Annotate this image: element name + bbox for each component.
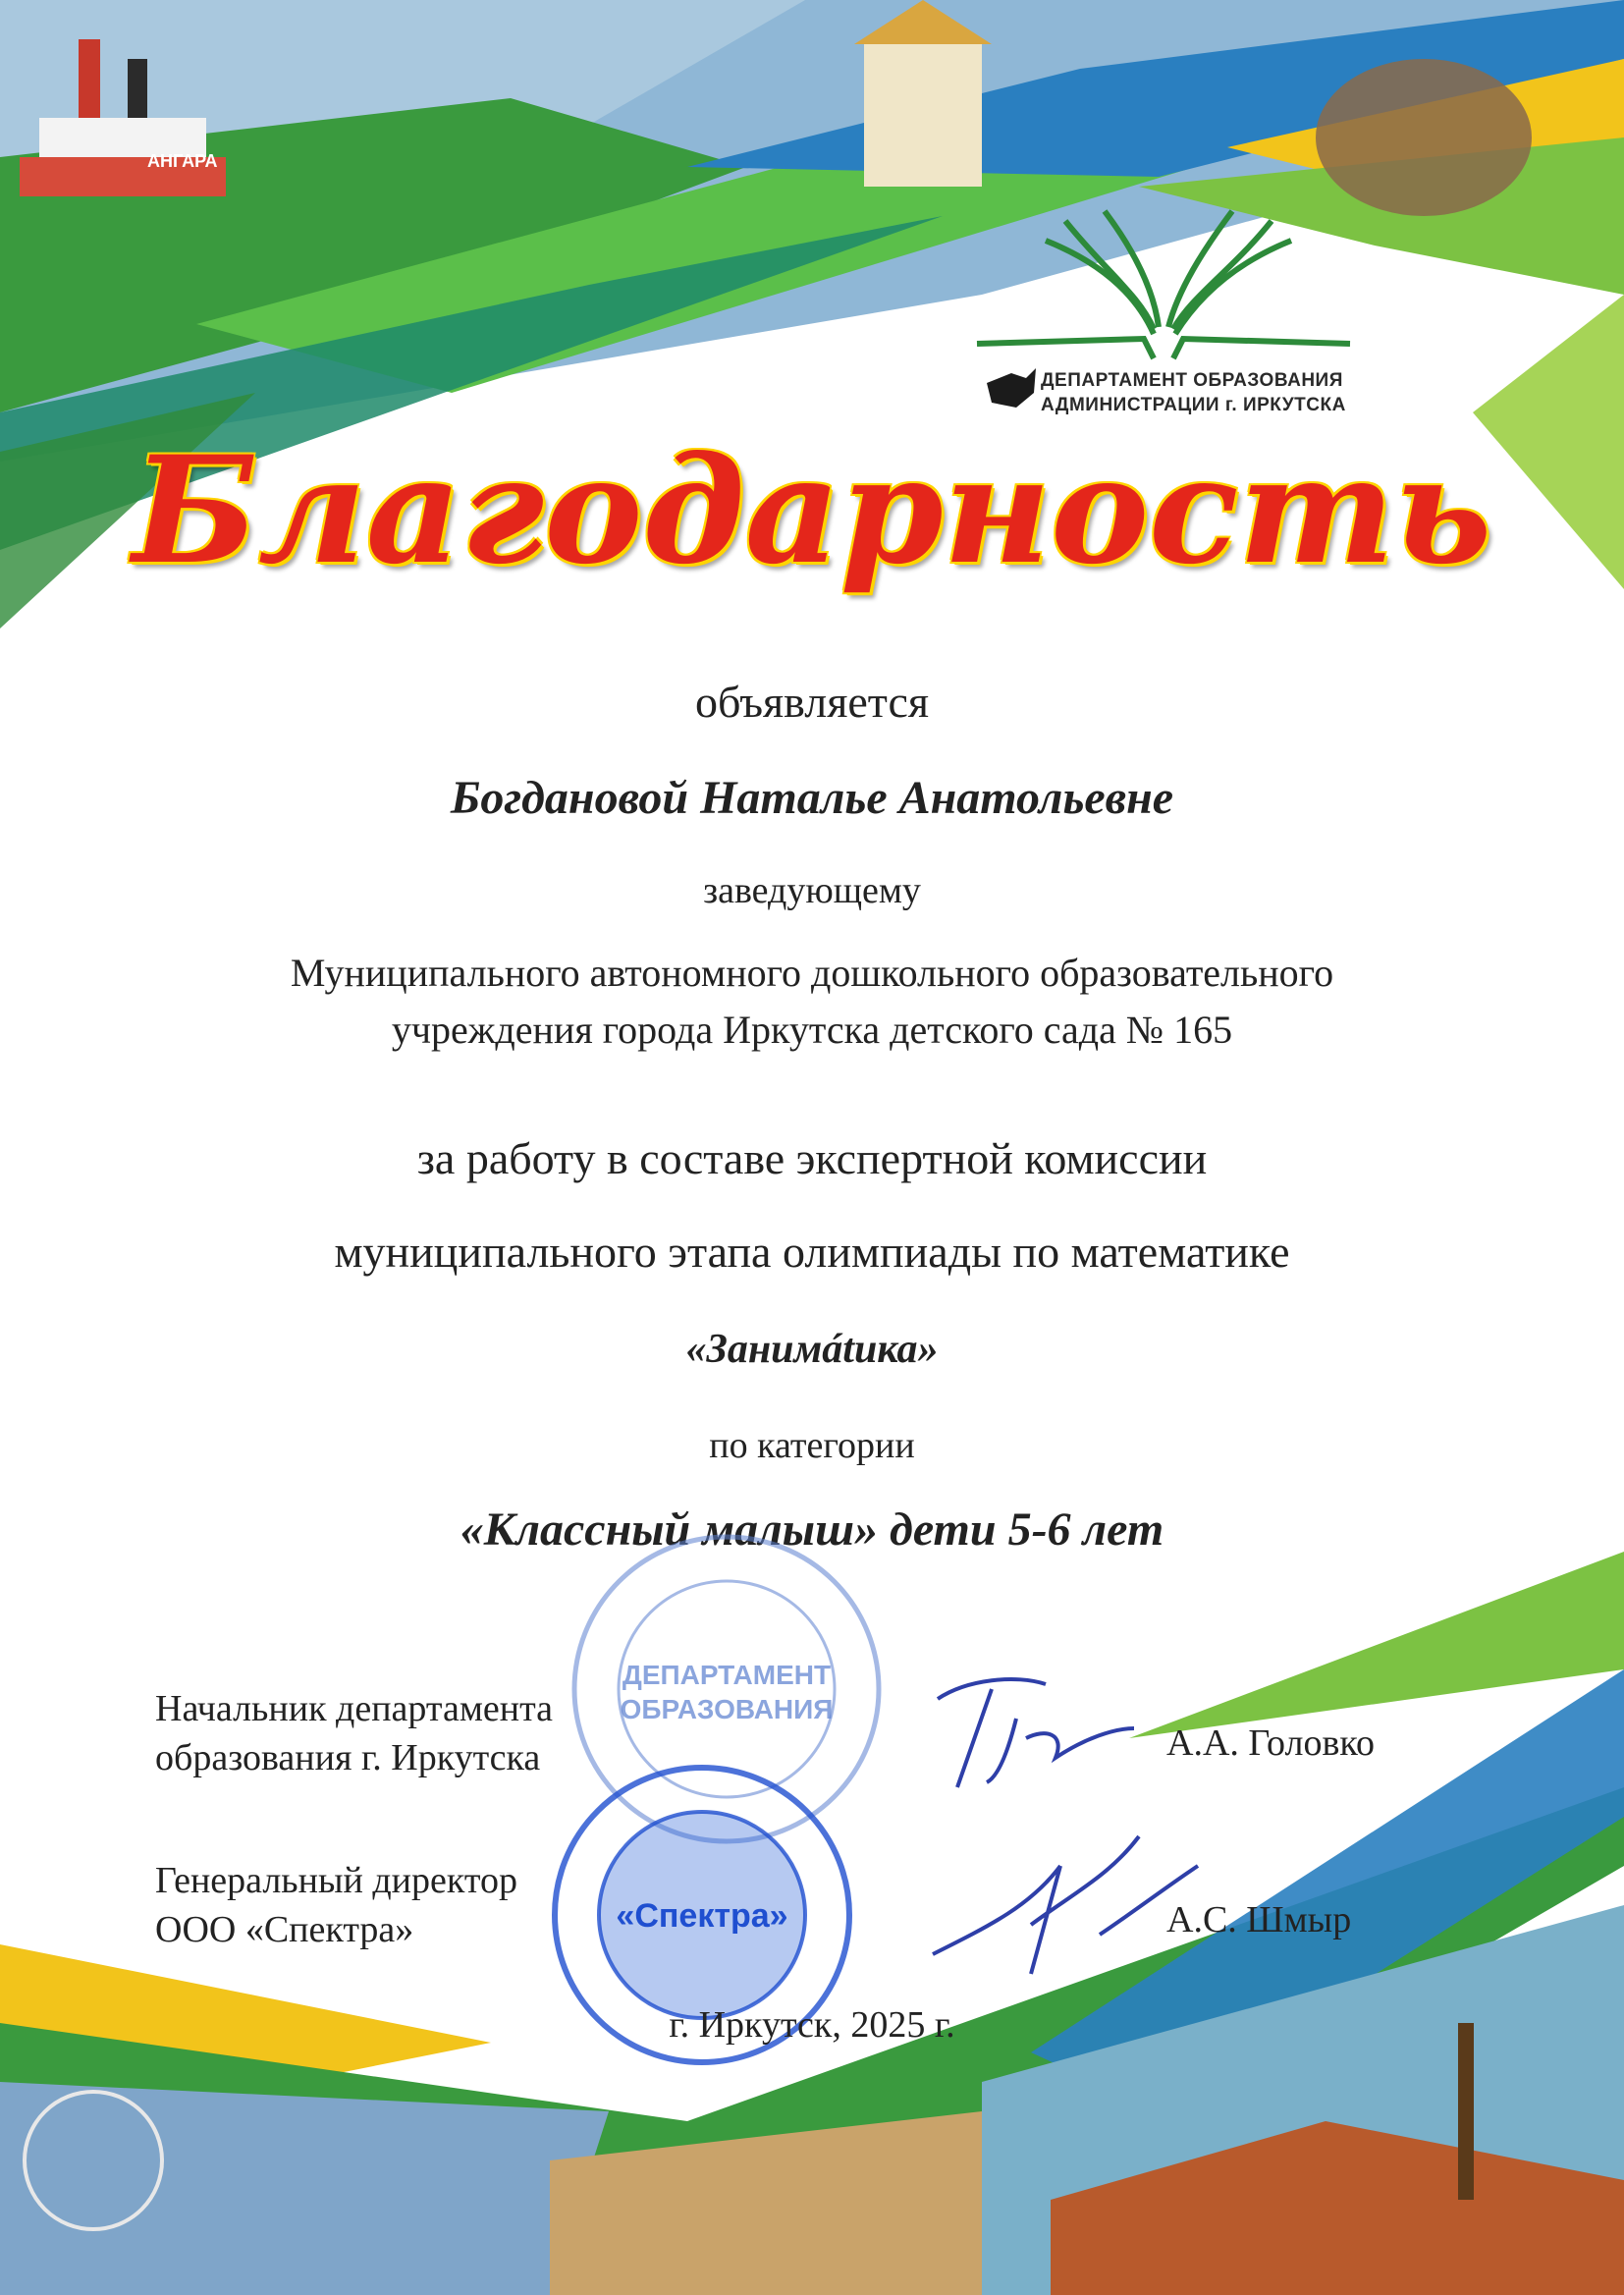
signer1-title — [155, 1684, 553, 1782]
reason-line2: муниципального этапа олимпиады по математике — [334, 1227, 1290, 1277]
olympiad-name: «Занимátика» — [685, 1327, 939, 1372]
announced-text: объявляется — [694, 677, 930, 727]
category-text: «Классный малыш» дети 5-6 лет — [460, 1503, 1164, 1556]
organization-line1: Муниципального автономного дошкольного образовательного — [290, 951, 1334, 995]
signature2 — [913, 1807, 1208, 1984]
stamp2-center: «Спектра» — [616, 1897, 788, 1935]
signer2-title-line1: Генеральный директор — [155, 1860, 517, 1901]
position-text: заведующему — [703, 870, 921, 911]
stamp1-line2: ОБРАЗОВАНИЯ — [620, 1694, 834, 1724]
ship-name: АНГАРА — [147, 151, 218, 171]
place-date: г. Иркутск, 2025 г. — [669, 2004, 955, 2046]
organization-line2: учреждения города Иркутска детского сада № 165 — [391, 1008, 1233, 1052]
logo-line1: ДЕПАРТАМЕНТ ОБРАЗОВАНИЯ — [1041, 370, 1343, 391]
babr-emblem-icon — [987, 368, 1036, 408]
signer2-name: А.С. Шмыр — [1166, 1899, 1352, 1940]
signer1-name: А.А. Головко — [1166, 1722, 1375, 1764]
bottom-left-paint — [0, 2082, 609, 2295]
signature1 — [898, 1660, 1144, 1807]
signer1-title-line2: образования г. Иркутска — [155, 1737, 541, 1778]
signer1-title-line1: Начальник департамента — [155, 1688, 554, 1729]
ship-funnel — [79, 39, 100, 118]
church-building — [864, 39, 982, 187]
ship-mast — [128, 59, 147, 118]
category-label: по категории — [709, 1425, 915, 1466]
signer2-title — [155, 1856, 517, 1954]
certificate-title: Благодарность — [132, 424, 1492, 597]
babr-statue — [1316, 59, 1532, 216]
recipient-name: Богдановой Наталье Анатольевне — [450, 772, 1174, 824]
signer2-title-line2: ООО «Спектра» — [155, 1909, 414, 1950]
logo-line2: АДМИНИСТРАЦИИ г. ИРКУТСКА — [1041, 395, 1346, 415]
bottom-right-green — [1129, 1552, 1624, 1738]
stamp1-line1: ДЕПАРТАМЕНТ — [622, 1660, 832, 1690]
reason-line1: за работу в составе экспертной комиссии — [416, 1133, 1208, 1183]
open-book-icon — [977, 211, 1350, 358]
ribbon-tree — [1458, 2023, 1474, 2200]
